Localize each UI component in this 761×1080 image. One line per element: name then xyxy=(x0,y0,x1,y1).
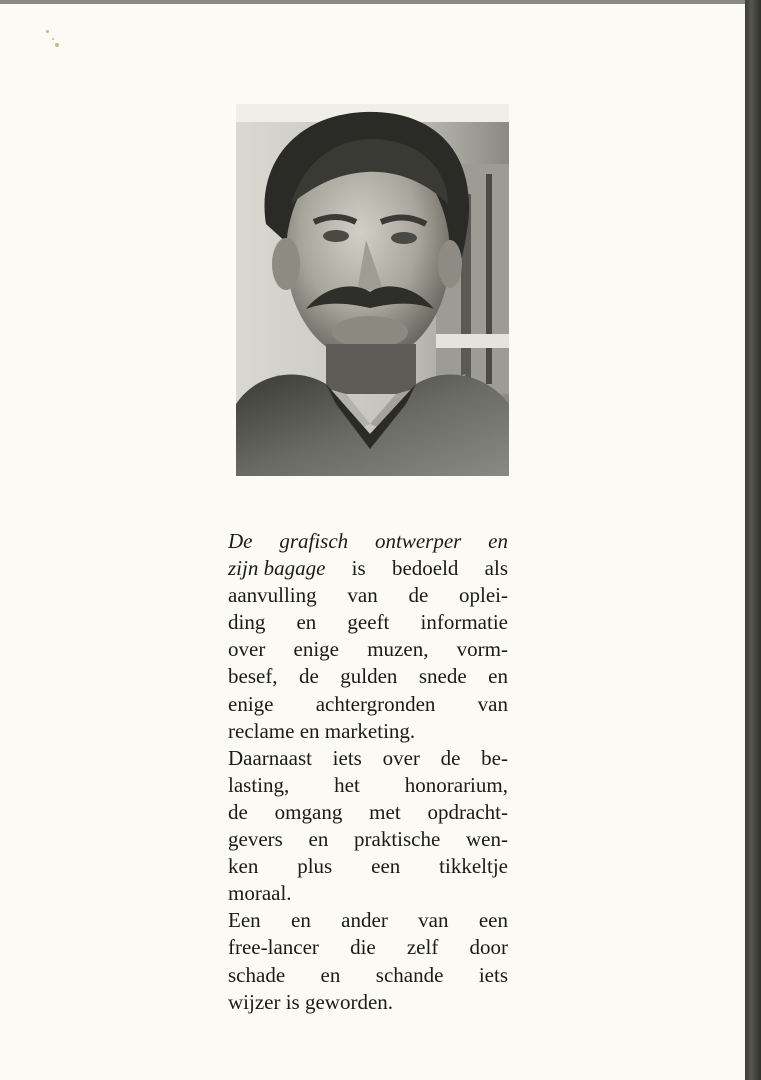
word: iets xyxy=(332,745,362,770)
word: honorarium, xyxy=(404,772,508,797)
word: praktische xyxy=(354,827,441,852)
text-line xyxy=(228,799,508,826)
title-word: De xyxy=(228,529,253,553)
text-line xyxy=(228,609,508,636)
description-text xyxy=(228,528,508,1016)
word: iets xyxy=(478,962,508,987)
word: het xyxy=(334,772,360,797)
word: informatie xyxy=(420,610,508,635)
text-line xyxy=(228,907,508,934)
word: be- xyxy=(481,745,508,770)
word: tikkeltje xyxy=(439,854,508,879)
text-line xyxy=(228,826,508,853)
paper-speck xyxy=(52,38,54,40)
text-line xyxy=(228,934,508,961)
word: en xyxy=(296,610,317,635)
word: die xyxy=(350,935,376,960)
word: is xyxy=(351,556,366,581)
word: Daarnaast xyxy=(228,745,312,770)
paper-speck xyxy=(46,30,49,33)
page-top-edge xyxy=(0,0,761,4)
word: de xyxy=(440,745,461,770)
word: ding xyxy=(228,610,266,635)
word: wijzer is geworden. xyxy=(228,989,394,1014)
text-line xyxy=(228,636,508,663)
word: muzen, xyxy=(367,637,429,662)
word: schande xyxy=(375,962,444,987)
word: gevers xyxy=(228,827,283,852)
word: door xyxy=(469,935,508,960)
text-line xyxy=(228,528,508,555)
word: een xyxy=(478,908,508,933)
word: achtergronden xyxy=(315,691,436,716)
title-word: ontwerper xyxy=(375,529,462,553)
word: en xyxy=(291,908,311,933)
word: over xyxy=(228,637,266,662)
word: en xyxy=(308,827,329,852)
text-line xyxy=(228,582,508,609)
word: Een xyxy=(228,908,261,933)
word: ken xyxy=(228,854,259,879)
text-line xyxy=(228,663,508,690)
page-right-edge xyxy=(745,0,761,1080)
text-line xyxy=(228,555,508,582)
text-line xyxy=(228,989,508,1016)
word: bedoeld xyxy=(391,556,459,581)
word: ander xyxy=(341,908,388,933)
paragraph-2 xyxy=(228,745,508,908)
word: enige xyxy=(293,637,340,662)
word: schade xyxy=(228,962,286,987)
word: opdracht- xyxy=(427,799,508,824)
word: de xyxy=(228,799,248,824)
word: enige xyxy=(228,691,274,716)
word: en xyxy=(488,664,508,689)
text-line xyxy=(228,772,508,799)
paragraph-3 xyxy=(228,907,508,1015)
word: lasting, xyxy=(228,772,290,797)
word: oplei- xyxy=(459,583,508,608)
word: geeft xyxy=(347,610,390,635)
word: gulden xyxy=(340,664,398,689)
word: van xyxy=(477,691,508,716)
word: met xyxy=(369,799,401,824)
portrait-image xyxy=(236,104,509,476)
word: besef, xyxy=(228,664,278,689)
word: plus xyxy=(297,854,333,879)
word: wen- xyxy=(466,827,508,852)
word: moraal. xyxy=(228,881,292,906)
word: vorm- xyxy=(456,637,508,662)
paragraph-1 xyxy=(228,528,508,745)
text-line xyxy=(228,691,508,718)
word: free-lancer xyxy=(228,935,319,960)
title-word: grafisch xyxy=(279,529,349,553)
word: aanvulling xyxy=(228,583,317,608)
word: reclame en marketing. xyxy=(228,718,416,743)
word: zelf xyxy=(406,935,439,960)
word: de xyxy=(299,664,319,689)
word: snede xyxy=(418,664,467,689)
paper-speck xyxy=(55,43,59,47)
word: de xyxy=(408,583,429,608)
title-word: zijn bagage xyxy=(228,556,326,581)
text-line xyxy=(228,962,508,989)
word: van xyxy=(418,908,449,933)
word: van xyxy=(347,583,378,608)
text-line xyxy=(228,745,508,772)
word: een xyxy=(371,854,401,879)
word: en xyxy=(320,962,341,987)
author-portrait-photo xyxy=(236,104,509,476)
text-line xyxy=(228,880,508,907)
word: omgang xyxy=(274,799,343,824)
text-line xyxy=(228,718,508,745)
text-line xyxy=(228,853,508,880)
word: over xyxy=(382,745,420,770)
title-word: en xyxy=(488,529,508,553)
word: als xyxy=(484,556,508,581)
